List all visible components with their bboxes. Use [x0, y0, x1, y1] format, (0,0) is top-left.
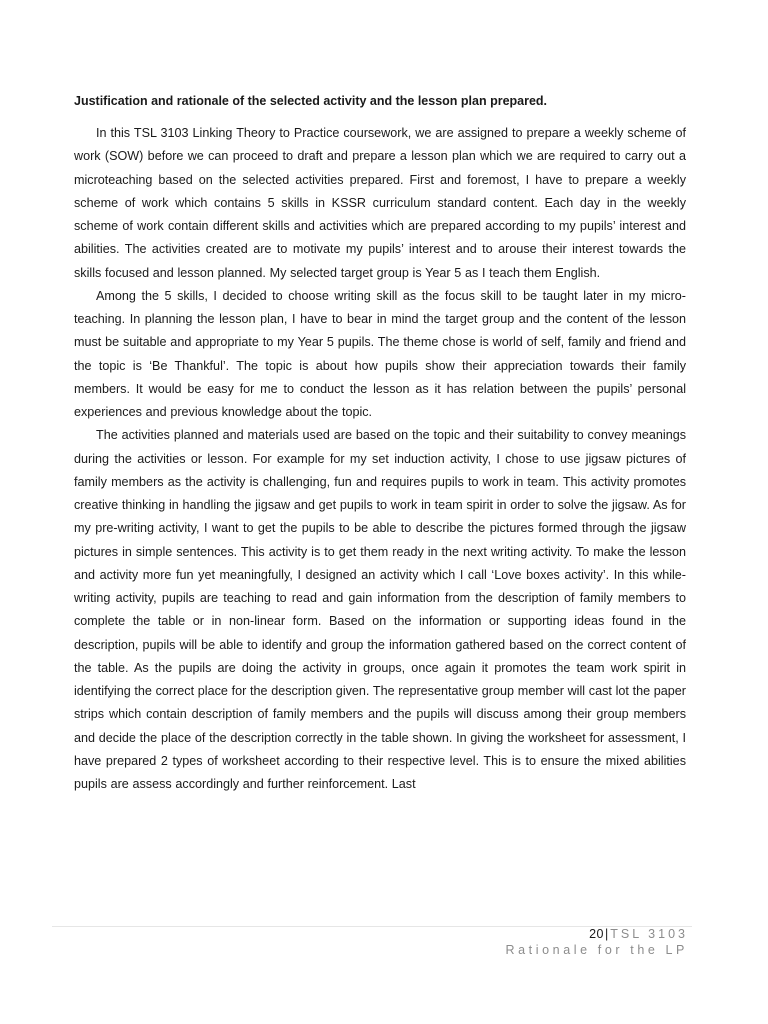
- section-heading: Justification and rationale of the selected activity and the lesson plan prepared.: [74, 94, 548, 108]
- course-code: TSL 3103: [610, 927, 688, 941]
- page-number: 20: [589, 927, 604, 941]
- paragraph-3: The activities planned and materials used are based on the topic and their suitability to convey meanings during the activities or lesson. For example for my set induction activity, I chose to use jigsaw pictures of family members as the activity is challenging, fun and requires pupils to work in team. This activity promotes creative thinking in handling the jigsaw and get pupils to work in team spirit in order to solve the jigsaw. As for my pre-writing activity, I want to get the pupils to be able to describe the pictures formed through the jigsaw pictures in simple sentences. This activity is to get them ready in the next writing activity. To make the lesson and activity more fun yet meaningfully, I designed an activity which I call ‘Love boxes activity’. In this while-writing activity, pupils are teaching to read and gain information from the description of family members to complete the table or in non-linear form. Based on the information or supporting ideas found in the description, pupils will be able to identify and group the information gathered based on the correct content of the table. As the pupils are doing the activity in groups, once again it promotes the team work spirit in identifying the correct place for the description given. The representative group member will cast lot the paper strips which contain description of family members and the pupils will discuss among their group members and decide the place of the description correctly in the table shown. In giving the worksheet for assessment, I have prepared 2 types of worksheet according to their respective level. This is to ensure the mixed abilities pupils are assess accordingly and further reinforcement. Last: [74, 428, 686, 791]
- body-text: [74, 122, 686, 796]
- paragraph-1: In this TSL 3103 Linking Theory to Practice coursework, we are assigned to prepare a weekly scheme of work (SOW) before we can proceed to draft and prepare a lesson plan which we are required to carry out a microteaching based on the selected activities prepared. First and foremost, I have to prepare a weekly scheme of work which contains 5 skills in KSSR curriculum standard content. Each day in the weekly scheme of work contain different skills and activities which are prepared according to my pupils’ interest and abilities. The activities created are to motivate my pupils’ interest and to arouse their interest towards the skills focused and lesson planned. My selected target group is Year 5 as I teach them English.: [74, 126, 686, 280]
- page-footer: [506, 926, 689, 958]
- paragraph-2: Among the 5 skills, I decided to choose writing skill as the focus skill to be taught later in my micro-teaching. In planning the lesson plan, I have to bear in mind the target group and the content of the lesson must be suitable and appropriate to my Year 5 pupils. The theme chose is world of self, family and friend and the topic is ‘Be Thankful’. The topic is about how pupils show their appreciation towards their family members. It would be easy for me to conduct the lesson as it has relation between the pupils’ personal experiences and previous knowledge about the topic.: [74, 288, 686, 419]
- footer-page-line: [506, 926, 689, 942]
- footer-subtitle: Rationale for the LP: [505, 943, 688, 957]
- footer-separator: |: [605, 927, 609, 941]
